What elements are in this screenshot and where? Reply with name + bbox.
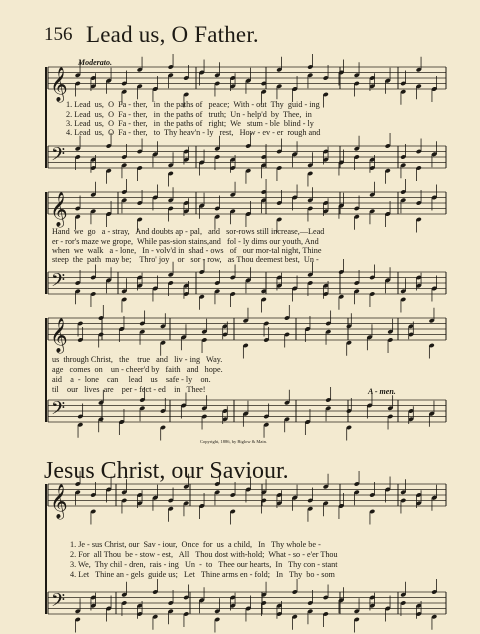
- treble-clef-icon: 𝄞: [50, 484, 68, 519]
- lyric-line: 3. Lead us, O Fa - ther, in the paths of right; We stum - ble blind - ly: [66, 119, 314, 128]
- lyric-line: 4. Let Thine an - gels guide us; Let Thine arms en - fold; In Thy bo - som: [70, 570, 335, 579]
- bass-clef-icon: 𝄢: [51, 590, 66, 616]
- treble-clef-icon: 𝄞: [50, 318, 68, 353]
- lyric-line: when we walk a - lone, In - volv'd in shad - ows of our mor-tal night, Thine: [52, 246, 322, 255]
- lyric-line: steep the path may be; Thro' joy or sor - row, as Thou deemest best, Un -: [52, 255, 319, 264]
- bass-clef-icon: 𝄢: [51, 398, 66, 424]
- hymn-title: Lead us, O Father.: [86, 22, 259, 47]
- lyric-line: 2. For all Thou be - stow - est, All Thou dost with-hold; What - so - e'er Thou: [70, 550, 338, 559]
- lyric-line: er - ror's maze we grope, While pas-sion stains,and fol - ly dims our youth, And: [52, 237, 319, 246]
- lyric-line: age comes on un - cheer'd by faith and hope.: [52, 365, 223, 374]
- bass-clef-icon: 𝄢: [51, 144, 66, 170]
- copyright-notice: Copyright, 1886, by Biglow & Main.: [200, 439, 268, 444]
- lyric-line: aid a - lone can lead us safe - ly on.: [52, 375, 211, 384]
- amen-label: A - men.: [368, 387, 396, 396]
- hymn-title: Jesus Christ, our Saviour.: [44, 458, 289, 484]
- lyric-line: 4. Lead us, O Fa - ther, to Thy heav'n - ly rest, How - ev - er rough and: [66, 128, 321, 137]
- page-number: 156: [44, 24, 73, 45]
- lyric-line: 1. Je - sus Christ, our Sav - iour, Once for us a child, In Thy whole be -: [70, 540, 321, 549]
- lyric-line: til our lives are per - fect - ed in Thee!: [52, 385, 206, 394]
- lyric-line: 1. Lead us, O Fa - ther, in the paths of peace; With - out Thy guid - ing: [66, 100, 320, 109]
- lyric-line: us through Christ, the true and liv - ing Way.: [52, 355, 223, 364]
- lyric-line: 3. We, Thy chil - dren, rais - ing Un - to Thee our hearts, In Thy con - stant: [70, 560, 338, 569]
- tempo-marking: Moderato.: [78, 58, 112, 67]
- bass-clef-icon: 𝄢: [51, 270, 66, 296]
- treble-clef-icon: 𝄞: [50, 67, 68, 102]
- treble-clef-icon: 𝄞: [50, 192, 68, 227]
- lyric-line: Hand we go a - stray, And doubts ap - pal, and sor-rows still increase,—Lead: [52, 227, 325, 236]
- lyric-line: 2. Lead us, O Fa - ther, in the paths of truth; Un - help'd by Thee, in: [66, 110, 312, 119]
